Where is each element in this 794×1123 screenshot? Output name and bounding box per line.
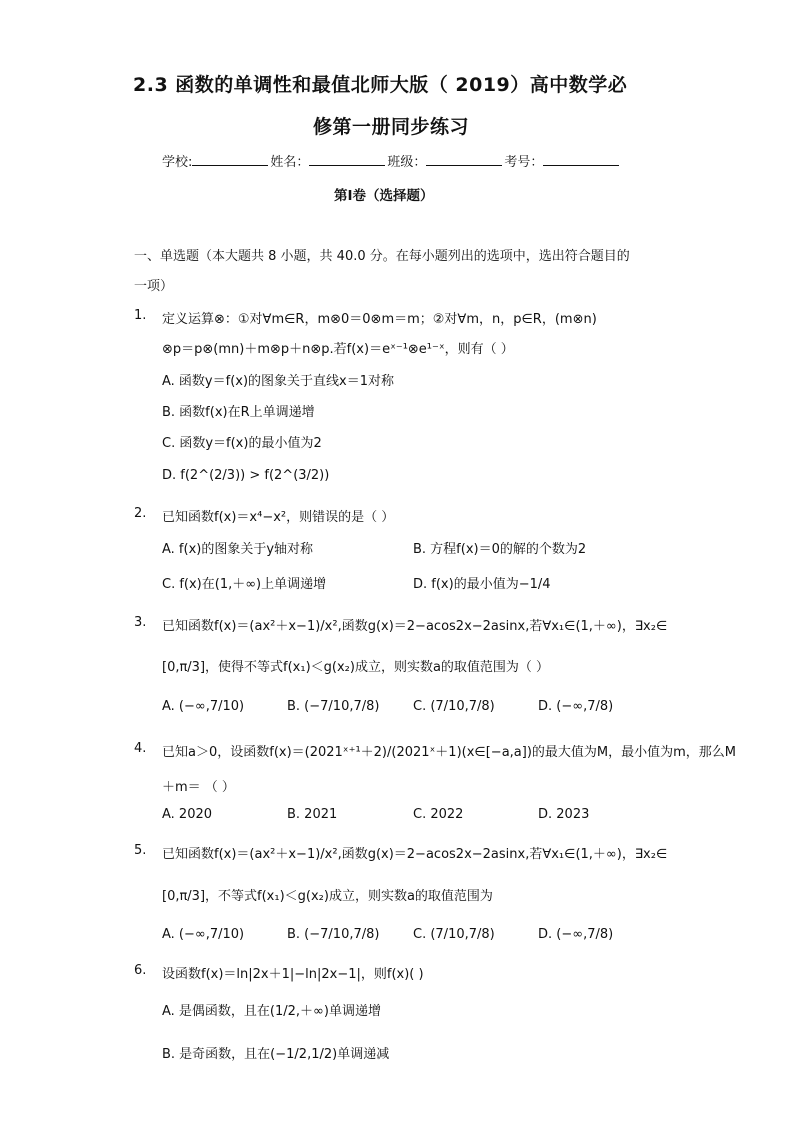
option-c[interactable]: C. 2022 xyxy=(413,807,464,822)
option-d[interactable]: D. f(2^(2/3)) > f(2^(3/2)) xyxy=(162,468,330,483)
question-number: 2. xyxy=(134,506,147,521)
name-label: 姓名： xyxy=(270,155,310,170)
class-label: 班级： xyxy=(387,155,427,170)
question-number: 1. xyxy=(134,308,147,323)
question-stem: [0,π/3]，不等式f(x₁)＜g(x₂)成立，则实数a的取值范围为 xyxy=(162,889,493,904)
option-a[interactable]: A. 是偶函数，且在(1/2,＋∞)单调递增 xyxy=(162,1004,381,1019)
option-a[interactable]: A. (−∞,7/10) xyxy=(162,699,245,714)
question-stem: 定义运算⊗：①对∀m∈R，m⊗0＝0⊗m＝m；②对∀m，n，p∈R，(m⊗n) xyxy=(162,312,597,327)
option-d[interactable]: D. (−∞,7/8) xyxy=(538,699,614,714)
class-blank[interactable] xyxy=(426,153,502,166)
student-info-row xyxy=(162,151,621,170)
option-c[interactable]: C. (7/10,7/8) xyxy=(413,927,495,942)
option-b[interactable]: B. 是奇函数，且在(−1/2,1/2)单调递减 xyxy=(162,1047,390,1062)
question-number: 6. xyxy=(134,963,147,978)
option-b[interactable]: B. (−7/10,7/8) xyxy=(287,927,380,942)
option-a[interactable]: A. f(x)的图象关于y轴对称 xyxy=(162,542,314,557)
school-blank[interactable] xyxy=(192,153,268,166)
option-b[interactable]: B. 函数f(x)在R上单调递增 xyxy=(162,405,315,420)
name-blank[interactable] xyxy=(309,153,385,166)
question-stem: 设函数f(x)＝ln|2x＋1|−ln|2x−1|，则f(x)( ) xyxy=(162,967,424,982)
question-stem: 已知a＞0，设函数f(x)＝(2021ˣ⁺¹＋2)/(2021ˣ＋1)(x∈[−a,a])的最大值为M，最小值为m，那么M xyxy=(162,745,736,760)
number-blank[interactable] xyxy=(543,153,619,166)
volume-title: 第I卷（选择题） xyxy=(334,188,434,204)
school-label: 学校: xyxy=(162,155,193,170)
section-instructions-line2: 一项） xyxy=(134,279,174,294)
option-b[interactable]: B. (−7/10,7/8) xyxy=(287,699,380,714)
option-c[interactable]: C. f(x)在(1,＋∞)上单调递增 xyxy=(162,577,327,592)
option-d[interactable]: D. f(x)的最小值为−1/4 xyxy=(413,577,551,592)
question-number: 5. xyxy=(134,843,147,858)
option-b[interactable]: B. 2021 xyxy=(287,807,338,822)
page-title-line2: 修第一册同步练习 xyxy=(313,116,470,138)
question-stem: [0,π/3]，使得不等式f(x₁)＜g(x₂)成立，则实数a的取值范围为（ ） xyxy=(162,660,550,675)
option-a[interactable]: A. 函数y＝f(x)的图象关于直线x＝1对称 xyxy=(162,374,395,389)
option-a[interactable]: A. 2020 xyxy=(162,807,213,822)
section-instructions-line1: 一、单选题（本大题共 8 小题，共 40.0 分。在每小题列出的选项中，选出符合题目的 xyxy=(134,249,630,264)
question-stem: 已知函数f(x)＝x⁴−x²，则错误的是（ ） xyxy=(162,510,395,525)
option-c[interactable]: C. 函数y＝f(x)的最小值为2 xyxy=(162,436,322,451)
question-number: 3. xyxy=(134,615,147,630)
question-stem: ＋m＝ （ ） xyxy=(162,780,235,795)
question-number: 4. xyxy=(134,741,147,756)
page-title-line1: 2.3 函数的单调性和最值北师大版（ 2019）高中数学必 xyxy=(133,74,628,96)
option-d[interactable]: D. (−∞,7/8) xyxy=(538,927,614,942)
option-d[interactable]: D. 2023 xyxy=(538,807,590,822)
question-stem: ⊗p＝p⊗(mn)＋m⊗p＋n⊗p.若f(x)＝eˣ⁻¹⊗e¹⁻ˣ，则有（ ） xyxy=(162,342,514,357)
number-label: 考号： xyxy=(504,155,544,170)
option-c[interactable]: C. (7/10,7/8) xyxy=(413,699,495,714)
question-stem: 已知函数f(x)＝(ax²＋x−1)/x²,函数g(x)＝2−acos2x−2asinx,若∀x₁∈(1,＋∞)，∃x₂∈ xyxy=(162,619,668,634)
option-a[interactable]: A. (−∞,7/10) xyxy=(162,927,245,942)
option-b[interactable]: B. 方程f(x)＝0的解的个数为2 xyxy=(413,542,587,557)
question-stem: 已知函数f(x)＝(ax²＋x−1)/x²,函数g(x)＝2−acos2x−2asinx,若∀x₁∈(1,＋∞)，∃x₂∈ xyxy=(162,847,668,862)
